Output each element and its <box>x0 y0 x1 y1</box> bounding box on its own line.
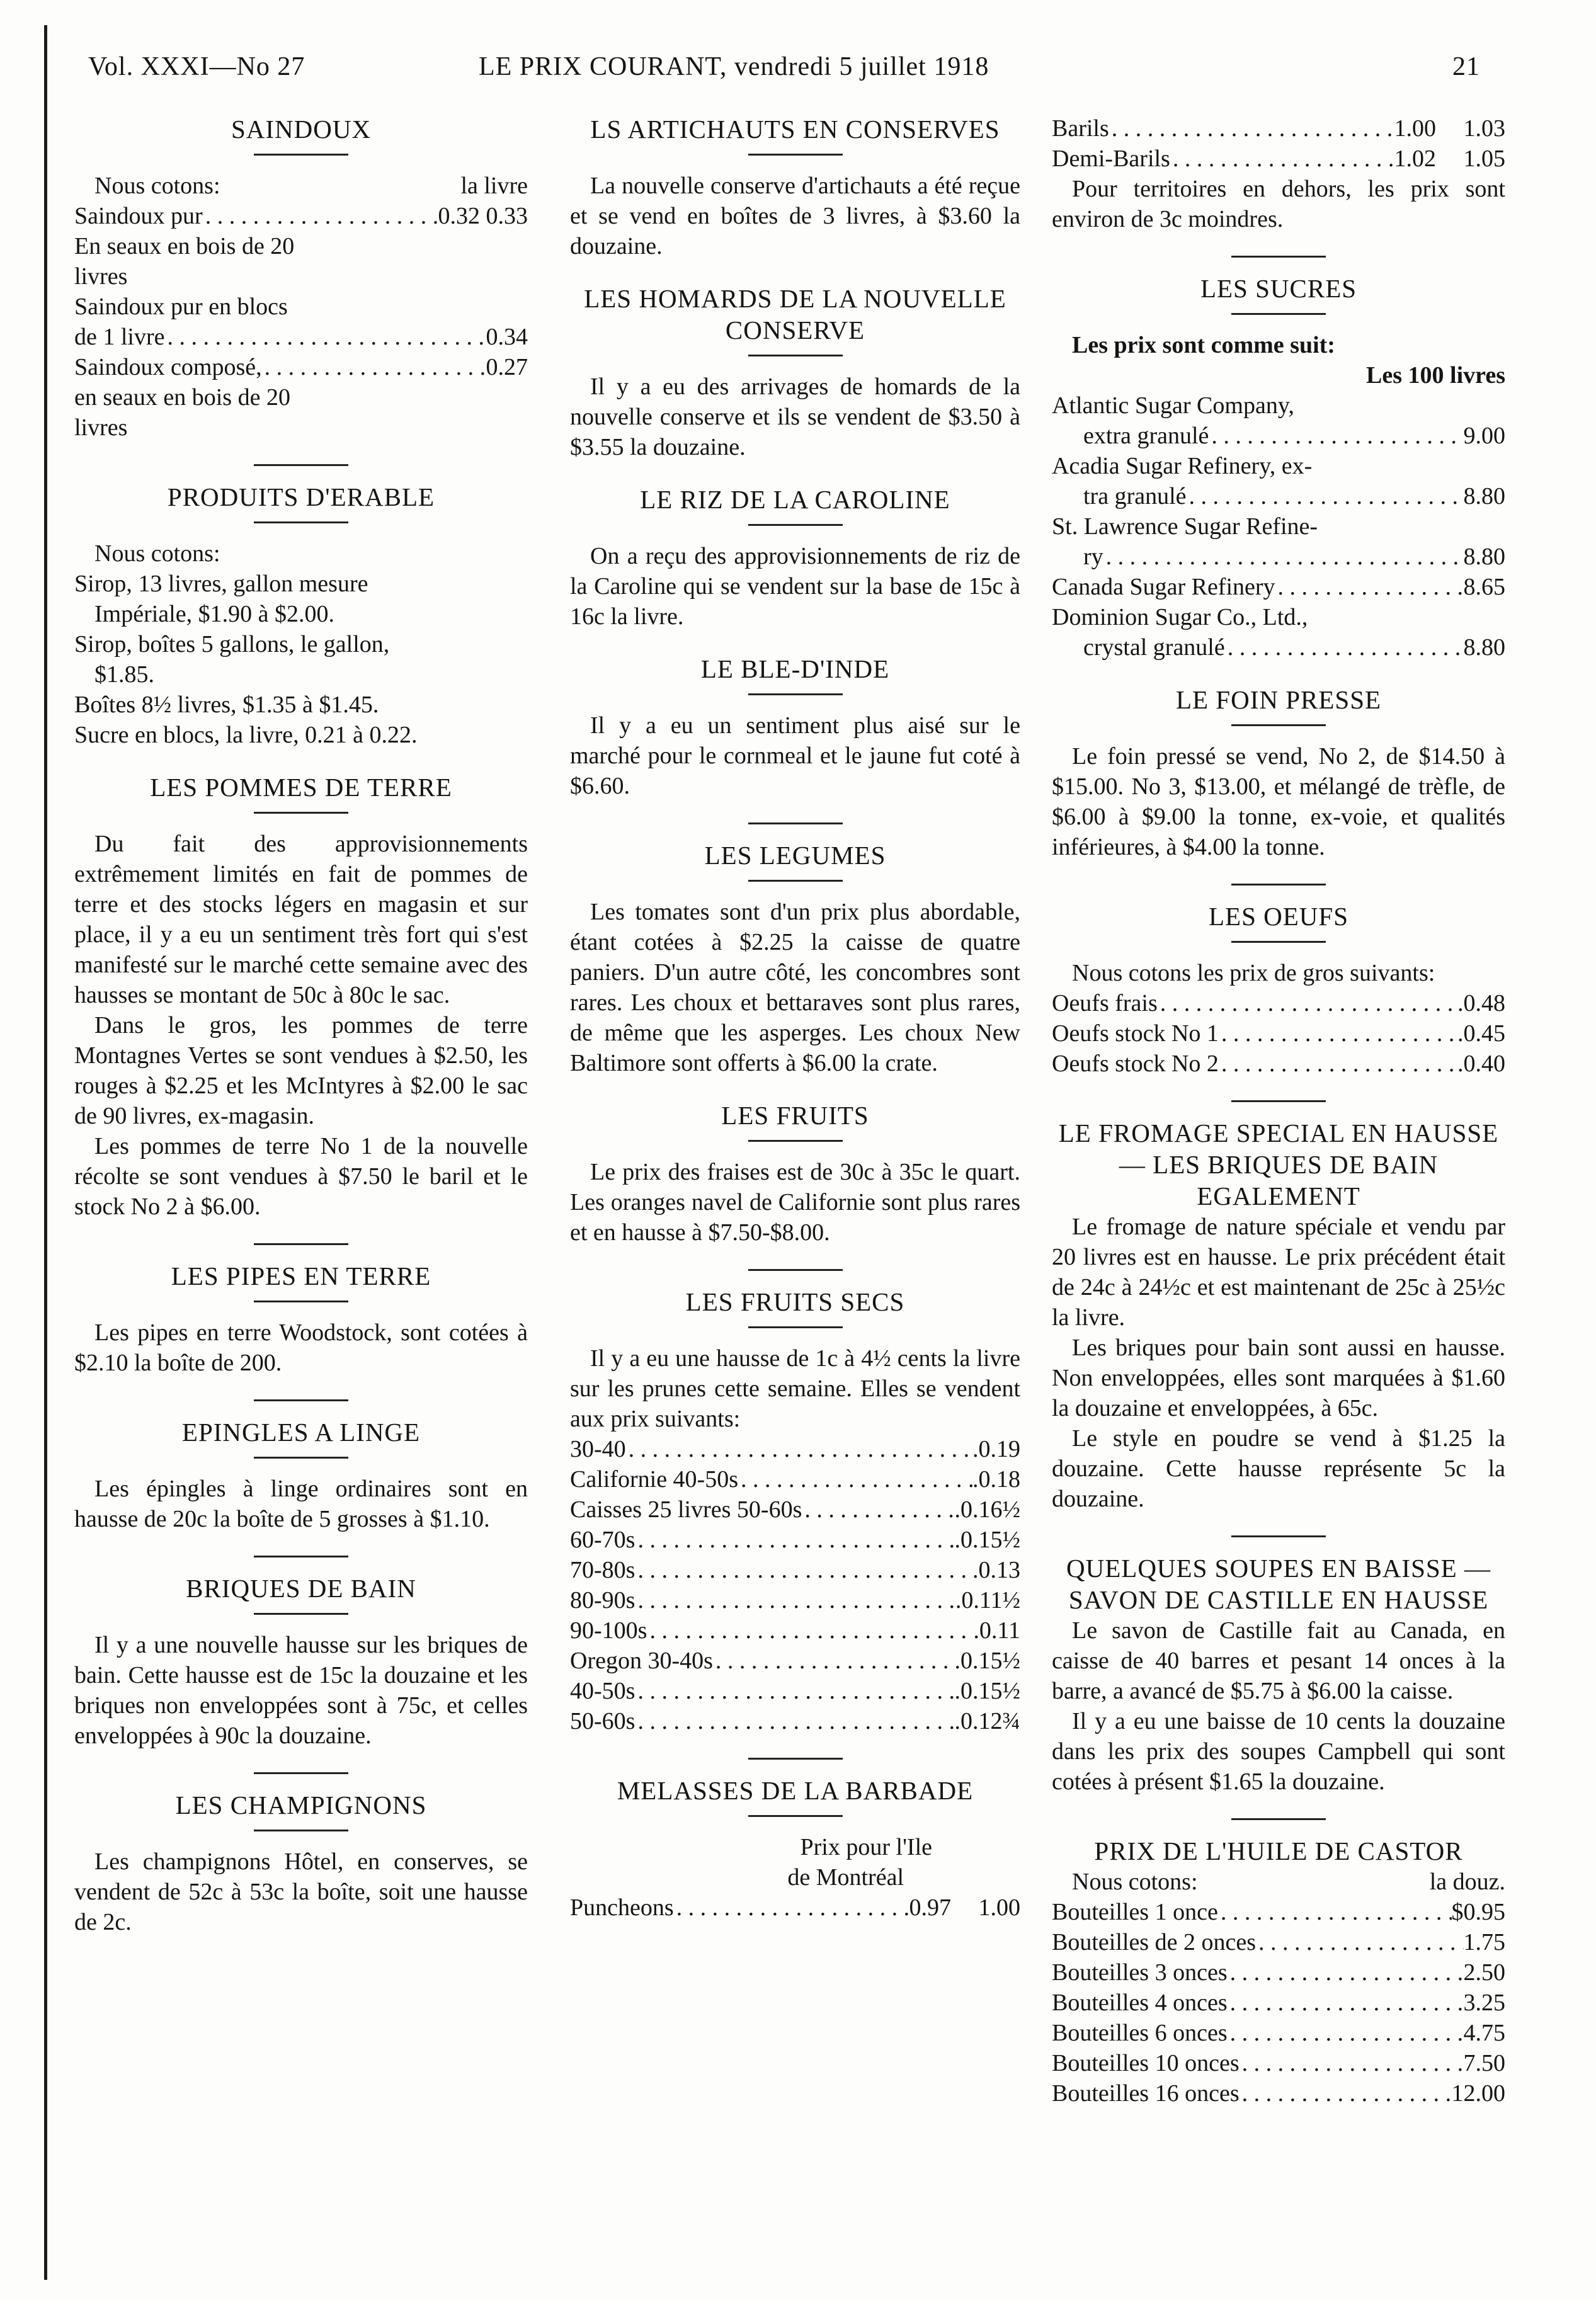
section-barils <box>1052 113 1505 234</box>
item-price: 12.00 <box>1451 2080 1505 2107</box>
section-title: PRODUITS D'ERABLE <box>167 482 435 511</box>
price-row <box>74 413 528 443</box>
dot-leader <box>713 1646 955 1676</box>
dot-leader <box>1240 2078 1452 2109</box>
price-row <box>1052 2078 1505 2109</box>
item-price: 1.02 <box>1394 145 1436 172</box>
divider <box>748 823 843 824</box>
paragraph: Il y a eu une baisse de 10 cents la douzaine dans les prix des soupes Campbell qui sont cotées à présent $1.65 la douzaine. <box>1052 1708 1505 1795</box>
section-riz <box>570 484 1020 632</box>
divider <box>748 693 843 695</box>
price-row <box>1052 390 1505 421</box>
item-name: Puncheons <box>570 1894 674 1921</box>
article-text <box>1052 1615 1505 1797</box>
divider <box>748 154 843 156</box>
divider <box>254 521 348 523</box>
section-title: QUELQUES SOUPES EN BAISSE — SAVON DE CASTILLE EN HAUSSE <box>1066 1554 1491 1614</box>
price-heading: de Montréal <box>787 1864 904 1891</box>
item-name: Bouteilles 4 onces <box>1052 1990 1228 2016</box>
dot-leader <box>1187 481 1464 511</box>
dot-leader <box>1219 1049 1457 1079</box>
section-homards <box>570 283 1020 462</box>
paragraph: Il y a une nouvelle hausse sur les briques de bain. Cette hausse est de 15c la douzaine et les briques non enveloppées sont à 75c, et celles enveloppées à 90c la douzaine. <box>74 1632 528 1749</box>
erable-line: Sirop, 13 livres, gallon mesure <box>74 571 368 597</box>
item-name: 50-60s <box>570 1708 636 1734</box>
item-price: .0.40 <box>1457 1050 1505 1077</box>
price-list <box>1052 113 1505 174</box>
section-sucres <box>1052 256 1505 663</box>
item-price: 2.50 <box>1463 1959 1505 1986</box>
divider <box>748 1815 843 1817</box>
divider <box>1231 1535 1326 1537</box>
item-name: Saindoux pur en blocs <box>74 293 288 320</box>
section-huile-castor <box>1052 1818 1505 2109</box>
divider <box>254 1243 348 1245</box>
price-row <box>74 261 528 292</box>
column-1 <box>74 113 528 1959</box>
section-title: LES CHAMPIGNONS <box>175 1790 427 1819</box>
item-name: Oregon 30-40s <box>570 1648 713 1674</box>
item-price: .0.12¾ <box>954 1708 1020 1734</box>
dot-leader <box>1158 988 1457 1018</box>
price-row <box>570 1676 1020 1706</box>
section-title: LE BLE-D'INDE <box>700 654 890 683</box>
price-row <box>570 1555 1020 1585</box>
divider <box>748 880 843 882</box>
erable-line: Boîtes 8½ livres, $1.35 à $1.45. <box>74 692 379 718</box>
section-title: SAINDOUX <box>231 115 372 144</box>
section-title: LES FRUITS <box>721 1101 869 1130</box>
section-title: LS ARTICHAUTS EN CONSERVES <box>590 115 1000 144</box>
item-name: Bouteilles de 2 onces <box>1052 1929 1256 1956</box>
divider <box>1231 1818 1326 1820</box>
section-saindoux <box>74 113 528 443</box>
item-price-high: 1.05 <box>1463 145 1505 172</box>
section-ble-d-inde <box>570 653 1020 801</box>
dot-leader <box>674 1893 909 1923</box>
article-text <box>1052 741 1505 862</box>
price-row <box>1052 421 1505 451</box>
item-name: Bouteilles 16 onces <box>1052 2080 1240 2107</box>
dot-leader <box>647 1615 973 1646</box>
section-oeufs <box>1052 884 1505 1079</box>
item-price: .0.13 <box>972 1557 1020 1583</box>
price-row <box>1052 144 1505 174</box>
erable-line: Impériale, $1.90 à $2.00. <box>94 601 334 627</box>
erable-line: Sucre en blocs, la livre, 0.21 à 0.22. <box>74 722 418 748</box>
dot-leader <box>1109 113 1394 144</box>
item-name: Bouteilles 1 once <box>1052 1899 1218 1925</box>
section-title: LES HOMARDS DE LA NOUVELLE CONSERVE <box>584 284 1006 344</box>
item-name: en seaux en bois de 20 <box>74 384 290 411</box>
divider <box>254 154 348 156</box>
volume-number: Vol. XXXI—No 27 <box>88 52 305 81</box>
price-row <box>570 1646 1020 1676</box>
price-row <box>1052 542 1505 572</box>
price-row <box>570 1434 1020 1464</box>
price-row <box>1052 481 1505 511</box>
section-fruits-secs <box>570 1269 1020 1736</box>
item-price: 8.80 <box>1463 634 1505 661</box>
price-intro: Nous cotons: la livre <box>94 173 528 199</box>
divider <box>1231 1100 1326 1102</box>
item-name: Oeufs stock No 2 <box>1052 1050 1219 1077</box>
divider <box>748 355 843 356</box>
section-legumes <box>570 823 1020 1078</box>
article-text <box>74 1630 528 1751</box>
dot-leader <box>262 352 486 382</box>
dot-leader <box>1170 144 1394 174</box>
section-title: LES SUCRES <box>1200 274 1357 303</box>
item-name: de 1 livre <box>74 324 165 350</box>
item-price: .0.15½ <box>954 1678 1020 1704</box>
article-text <box>570 171 1020 261</box>
paragraph: Le savon de Castille fait au Canada, en caisse de 40 barres et pesant 14 onces à la barre, a avancé de $5.75 à $6.00 la caisse. <box>1052 1617 1505 1704</box>
section-briques <box>74 1556 528 1751</box>
divider <box>254 1457 348 1459</box>
item-name: Caisses 25 livres 50-60s <box>570 1496 802 1523</box>
dot-leader <box>1228 1988 1464 2018</box>
price-row <box>570 1585 1020 1615</box>
dot-leader <box>802 1494 954 1525</box>
article-text <box>570 897 1020 1078</box>
section-pipes <box>74 1243 528 1378</box>
item-name: 30-40 <box>570 1436 626 1462</box>
price-row <box>74 201 528 231</box>
price-row <box>74 322 528 352</box>
item-name: Bouteilles 10 onces <box>1052 2050 1240 2076</box>
paragraph: Le foin pressé se vend, No 2, de $14.50 à $15.00. No 3, $13.00, et mélangé de trèfle, de $6.00 à $9.00 la tonne, ex-voie, et qualités inférieures, à $4.00 la tonne. <box>1052 743 1505 860</box>
price-row <box>74 231 528 261</box>
left-margin-rule <box>44 25 47 2280</box>
price-list <box>570 1893 1020 1923</box>
item-name: tra granulé <box>1083 483 1187 510</box>
item-price: $0.95 <box>1451 1899 1505 1925</box>
article-text <box>1052 1212 1505 1514</box>
item-price: .0.45 <box>1457 1020 1505 1047</box>
section-melasses <box>570 1758 1020 1923</box>
price-row <box>570 1494 1020 1525</box>
divider <box>748 524 843 526</box>
dot-leader <box>635 1706 954 1736</box>
divider <box>748 1140 843 1142</box>
item-price: .0.15½ <box>954 1527 1020 1553</box>
section-champignons <box>74 1772 528 1937</box>
price-row <box>1052 2048 1505 2078</box>
item-name: Atlantic Sugar Company, <box>1052 392 1294 419</box>
item-name: 40-50s <box>570 1678 636 1704</box>
item-price-high: 1.00 <box>978 1894 1020 1921</box>
price-row <box>1052 632 1505 663</box>
paragraph: Il y a eu des arrivages de homards de la nouvelle conserve et ils se vendent de $3.50 à $3.55 la douzaine. <box>570 373 1020 460</box>
item-name: 90-100s <box>570 1617 647 1644</box>
article-text <box>74 829 528 1222</box>
divider <box>254 464 348 466</box>
divider <box>1231 313 1326 315</box>
paragraph: Le fromage de nature spéciale et vendu par 20 livres est en hausse. Le prix précédent était de 24c à 24½c et est maintenant de 25c à 25½c la livre. <box>1052 1214 1505 1331</box>
paragraph: Du fait des approvisionnements extrêmement limités en fait de pommes de terre et des stocks légers en magasin et sur place, il y a eu un sentiment très fort qui s'est manifesté sur le marché cette semaine avec des hausses se montant de 50c à 80c le sac. <box>74 831 528 1008</box>
section-title: MELASSES DE LA BARBADE <box>617 1776 974 1805</box>
article-text <box>74 1847 528 1937</box>
price-row <box>1052 1927 1505 1957</box>
dot-leader <box>1275 572 1464 602</box>
item-price: 0.27 <box>486 354 528 380</box>
price-row <box>1052 1988 1505 2018</box>
paragraph: Il y a eu un sentiment plus aisé sur le marché pour le cornmeal et le jaune fut coté à $6.60. <box>570 712 1020 799</box>
item-price: 3.25 <box>1463 1990 1505 2016</box>
dot-leader <box>635 1676 954 1706</box>
section-title: LES LEGUMES <box>704 841 886 870</box>
price-row <box>1052 988 1505 1018</box>
divider <box>1231 724 1326 726</box>
section-erable <box>74 464 528 750</box>
item-name: Acadia Sugar Refinery, ex- <box>1052 453 1313 479</box>
dot-leader <box>1103 542 1464 572</box>
section-title: LES POMMES DE TERRE <box>150 773 452 802</box>
dot-leader <box>626 1434 972 1464</box>
item-name: Bouteilles 6 onces <box>1052 2020 1228 2046</box>
item-price: 8.80 <box>1463 483 1505 510</box>
article-text <box>570 1343 1020 1434</box>
price-intro: Nous cotons les prix de gros suivants: <box>1072 960 1435 986</box>
item-name: St. Lawrence Sugar Refine- <box>1052 513 1318 540</box>
item-price: .0.48 <box>1457 990 1505 1016</box>
paragraph: Il y a eu une hausse de 1c à 4½ cents la livre sur les prunes cette semaine. Elles se vendent aux prix suivants: <box>570 1345 1020 1432</box>
item-name: crystal granulé <box>1083 634 1225 661</box>
dot-leader <box>635 1555 972 1585</box>
price-row <box>1052 2018 1505 2048</box>
divider <box>1231 256 1326 258</box>
item-name: En seaux en bois de 20 <box>74 233 295 259</box>
dot-leader <box>165 322 486 352</box>
section-title: LE FROMAGE SPECIAL EN HAUSSE — LES BRIQUES DE BAIN EGALEMENT <box>1058 1119 1499 1210</box>
price-list <box>74 201 528 443</box>
item-name: Saindoux pur <box>74 203 203 229</box>
price-unit: Les 100 livres <box>1366 362 1505 389</box>
section-fruits <box>570 1100 1020 1248</box>
price-row <box>570 1615 1020 1646</box>
item-name: Saindoux composé, <box>74 354 262 380</box>
item-price: 9.00 <box>1463 423 1505 449</box>
item-price: 8.80 <box>1463 544 1505 570</box>
section-pommes-de-terre <box>74 771 528 1222</box>
price-row <box>1052 451 1505 481</box>
price-intro: Les prix sont comme suit: <box>1072 332 1335 358</box>
divider <box>254 1772 348 1774</box>
dot-leader <box>1240 2048 1464 2078</box>
price-row <box>1052 572 1505 602</box>
column-3 <box>1052 113 1505 2130</box>
newspaper-title: LE PRIX COURANT, vendredi 5 juillet 1918 <box>479 52 989 81</box>
item-name: Demi-Barils <box>1052 145 1170 172</box>
paragraph: La nouvelle conserve d'artichauts a été reçue et se vend en boîtes de 3 livres, à $3.60 la douzaine. <box>570 173 1020 259</box>
section-title: LES PIPES EN TERRE <box>171 1261 431 1290</box>
item-price: .0.19 <box>972 1436 1020 1462</box>
item-price: 8.65 <box>1463 574 1505 600</box>
page-number: 21 <box>1452 52 1480 81</box>
paragraph: Les épingles à linge ordinaires sont en hausse de 20c la boîte de 5 grosses à $1.10. <box>74 1476 528 1532</box>
price-row <box>570 1464 1020 1494</box>
item-name: 80-90s <box>570 1587 636 1614</box>
price-row <box>570 1706 1020 1736</box>
article-text: Pour territoires en dehors, les prix sont environ de 3c moindres. <box>1052 176 1505 232</box>
item-price: 7.50 <box>1463 2050 1505 2076</box>
paragraph: Le prix des fraises est de 30c à 35c le quart. Les oranges navel de Californie sont plus rares et en hausse à $7.50-$8.00. <box>570 1159 1020 1246</box>
item-price: 0.32 0.33 <box>438 203 528 229</box>
page-header <box>76 52 1480 96</box>
divider <box>254 1399 348 1401</box>
article-text <box>74 1318 528 1378</box>
dot-leader <box>1218 1897 1452 1927</box>
price-row <box>1052 1957 1505 1988</box>
section-title: PRIX DE L'HUILE DE CASTOR <box>1094 1836 1463 1865</box>
section-epingles <box>74 1399 528 1534</box>
item-price: 4.75 <box>1463 2020 1505 2046</box>
dot-leader <box>1219 1018 1457 1049</box>
article-text <box>570 541 1020 632</box>
dot-leader <box>738 1464 972 1494</box>
dot-leader <box>1256 1927 1464 1957</box>
divider <box>254 1556 348 1557</box>
item-price: .0.11 <box>973 1617 1020 1644</box>
price-intro: Nous cotons: la douz. <box>1072 1869 1505 1895</box>
item-name: Californie 40-50s <box>570 1466 739 1493</box>
section-title: BRIQUES DE BAIN <box>186 1574 416 1603</box>
divider <box>748 1326 843 1328</box>
item-name: Oeufs frais <box>1052 990 1158 1016</box>
item-name: Bouteilles 3 onces <box>1052 1959 1228 1986</box>
divider <box>254 1830 348 1831</box>
paragraph: On a reçu des approvisionnements de riz de la Caroline qui se vendent sur la base de 15c à 16c la livre. <box>570 543 1020 630</box>
price-row <box>1052 113 1505 144</box>
item-price: 1.00 <box>1394 115 1436 142</box>
price-row <box>570 1525 1020 1555</box>
paragraph: Les briques pour bain sont aussi en hausse. Non enveloppées, elles sont marquées à $1.60 la douzaine et enveloppées, à 65c. <box>1052 1335 1505 1421</box>
item-name: Dominion Sugar Co., Ltd., <box>1052 604 1308 630</box>
dot-leader <box>1228 1957 1464 1988</box>
section-foin <box>1052 684 1505 862</box>
erable-line: Sirop, boîtes 5 gallons, le gallon, <box>74 631 390 658</box>
section-title: LE FOIN PRESSE <box>1175 685 1382 714</box>
paragraph: Les tomates sont d'un prix plus abordable, étant cotées à $2.25 la caisse de quatre paniers. D'un autre côté, les concombres sont rares. Les choux et bettaraves sont plus rares, de même que les asperges. Les choux New Baltimore sont offerts à $6.00 la crate. <box>570 899 1020 1076</box>
price-row <box>1052 1018 1505 1049</box>
price-row <box>74 352 528 382</box>
item-name: livres <box>74 414 128 441</box>
paragraph: Le style en poudre se vend à $1.25 la douzaine. Cette hausse représente 5c la douzaine. <box>1052 1425 1505 1512</box>
article-text <box>74 1474 528 1534</box>
price-row <box>1052 1049 1505 1079</box>
divider <box>1231 941 1326 943</box>
section-title: LES OEUFS <box>1208 902 1348 931</box>
item-price: 0.97 <box>909 1894 951 1921</box>
divider <box>1231 884 1326 885</box>
divider <box>254 1301 348 1302</box>
divider <box>254 812 348 814</box>
item-name: Oeufs stock No 1 <box>1052 1020 1219 1047</box>
erable-line: Nous cotons: <box>94 540 220 567</box>
article-text <box>570 710 1020 801</box>
item-name: 70-80s <box>570 1557 636 1583</box>
item-price: 1.75 <box>1463 1929 1505 1956</box>
item-price: .0.11½ <box>955 1587 1020 1614</box>
price-list <box>1052 390 1505 663</box>
price-row <box>570 1893 1020 1923</box>
item-name: ry <box>1083 544 1103 570</box>
column-2 <box>570 113 1020 1944</box>
item-price: .0.16½ <box>954 1496 1020 1523</box>
dot-leader <box>635 1585 955 1615</box>
price-row <box>74 382 528 413</box>
section-fromage <box>1052 1100 1505 1514</box>
dot-leader <box>1228 2018 1464 2048</box>
item-name: Canada Sugar Refinery <box>1052 574 1275 600</box>
section-artichauts <box>570 113 1020 261</box>
item-price: 0.34 <box>486 324 528 350</box>
section-title: LES FRUITS SECS <box>685 1287 905 1316</box>
item-price-high: 1.03 <box>1463 115 1505 142</box>
price-row <box>74 292 528 322</box>
paragraph: Les pipes en terre Woodstock, sont cotées à $2.10 la boîte de 200. <box>74 1319 528 1376</box>
dot-leader <box>1225 632 1464 663</box>
article-text <box>570 372 1020 462</box>
price-row <box>1052 511 1505 542</box>
divider <box>748 1269 843 1271</box>
section-title: LE RIZ DE LA CAROLINE <box>640 485 950 514</box>
item-name: 60-70s <box>570 1527 636 1553</box>
article-text <box>570 1157 1020 1248</box>
item-price: .0.15½ <box>954 1648 1020 1674</box>
item-name: Barils <box>1052 115 1109 142</box>
item-name: extra granulé <box>1083 423 1209 449</box>
price-heading: Prix pour l'Ile <box>800 1834 932 1860</box>
price-row <box>1052 602 1505 632</box>
price-list <box>1052 988 1505 1079</box>
dot-leader <box>635 1525 954 1555</box>
divider <box>748 1758 843 1760</box>
paragraph: Les champignons Hôtel, en conserves, se vendent de 52c à 53c la boîte, soit une hausse de 2c. <box>74 1848 528 1935</box>
item-name: livres <box>74 263 128 290</box>
item-price: .0.18 <box>972 1466 1020 1493</box>
price-row <box>1052 1897 1505 1927</box>
price-list <box>570 1434 1020 1736</box>
section-title: EPINGLES A LINGE <box>181 1418 421 1447</box>
paragraph: Dans le gros, les pommes de terre Montagnes Vertes se sont vendues à $2.50, les rouges à $2.25 et les McIntyres à $2.00 le sac de 90 livres, ex-magasin. <box>74 1012 528 1129</box>
dot-leader <box>203 201 438 231</box>
erable-line: $1.85. <box>94 661 154 688</box>
price-list <box>1052 1897 1505 2109</box>
section-soupes <box>1052 1535 1505 1797</box>
dot-leader <box>1209 421 1463 451</box>
divider <box>254 1613 348 1615</box>
paragraph: Les pommes de terre No 1 de la nouvelle récolte se sont vendues à $7.50 le baril et le stock No 2 à $6.00. <box>74 1133 528 1220</box>
